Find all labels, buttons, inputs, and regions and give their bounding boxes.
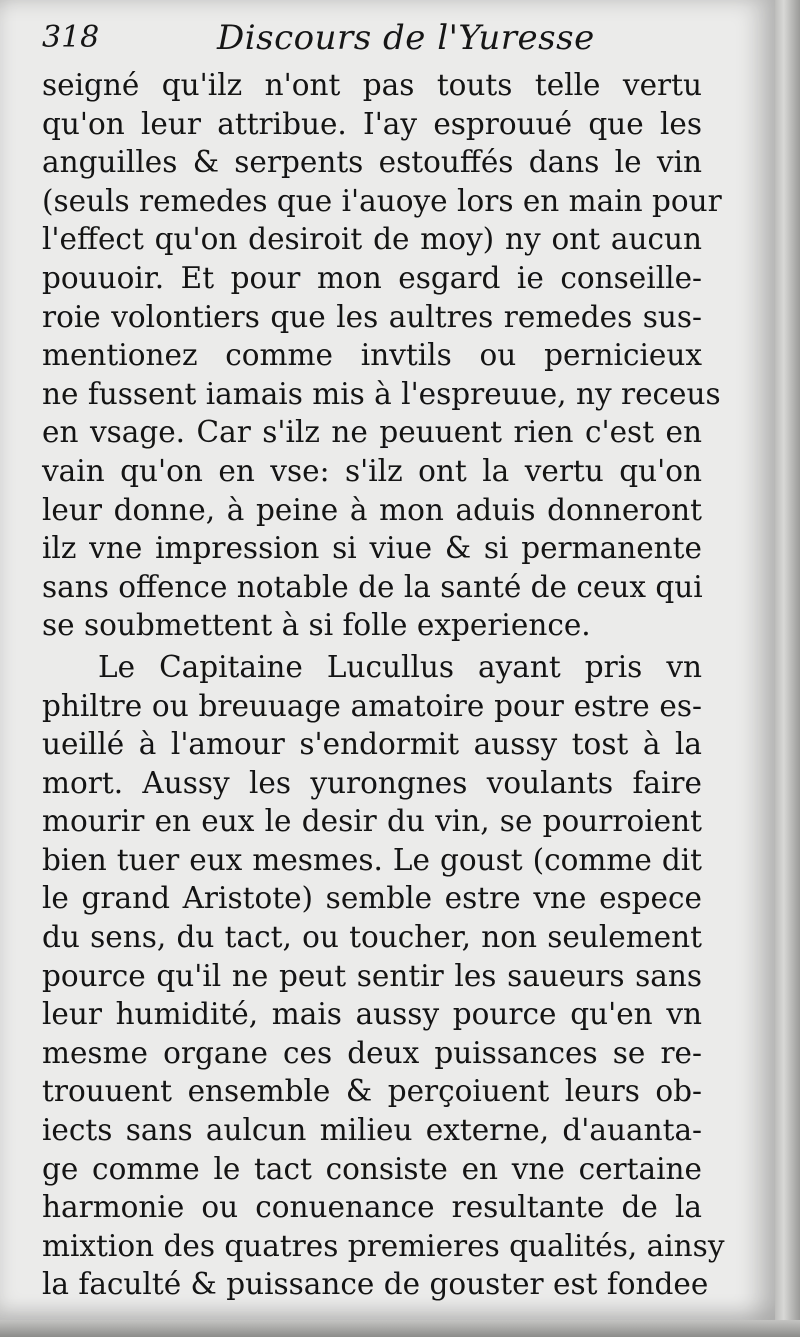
text-line: l'effect qu'on desiroit de moy) ny ont aucun — [42, 222, 702, 257]
page-edge-right — [775, 0, 800, 1337]
text-line: bien tuer eux mesmes. Le goust (comme dit — [42, 842, 702, 877]
text-line: qu'on leur attribue. I'ay esprouué que les — [42, 106, 702, 141]
page-number: 318 — [42, 20, 100, 55]
text-line: en vsage. Car s'ilz ne peuuent rien c'est en — [42, 415, 702, 450]
body-text — [42, 66, 725, 1304]
text-line: leur donne, à peine à mon aduis donneront — [42, 492, 702, 527]
text-line: mixtion des quatres premieres qualités, ainsy — [42, 1228, 725, 1263]
text-line: roie volontiers que les aultres remedes sus- — [42, 299, 702, 334]
text-line: trouuent ensemble & perçoiuent leurs ob- — [42, 1074, 702, 1109]
running-title: Discours de l'Yuresse — [217, 18, 595, 58]
text-line: du sens, du tact, ou toucher, non seulement — [42, 920, 702, 955]
page-edge-bottom — [0, 1320, 800, 1337]
text-line: ilz vne impression si viue & si permanente — [42, 531, 702, 566]
text-line: (seuls remedes que i'auoye lors en main pour — [42, 183, 722, 218]
text-line: philtre ou breuuage amatoire pour estre es- — [42, 688, 702, 723]
text-line: vain qu'on en vse: s'ilz ont la vertu qu'on — [42, 453, 702, 488]
page-header — [42, 14, 732, 62]
text-line: harmonie ou conuenance resultante de la — [42, 1190, 702, 1225]
text-line: la faculté & puissance de gouster est fondee — [42, 1267, 709, 1302]
text-line: mort. Aussy les yurongnes voulants faire — [42, 765, 702, 800]
text-line: anguilles & serpents estouffés dans le vin — [42, 145, 702, 180]
text-line: iects sans aulcun milieu externe, d'auanta- — [42, 1113, 702, 1148]
text-line: sans offence notable de la santé de ceux qui — [42, 569, 703, 604]
text-line: ne fussent iamais mis à l'espreuue, ny receus — [42, 376, 721, 411]
paragraph — [42, 66, 722, 645]
text-line: mesme organe ces deux puissances se re- — [42, 1035, 702, 1070]
text-line: ueillé à l'amour s'endormit aussy tost à la — [42, 727, 702, 762]
text-line: leur humidité, mais aussy pource qu'en vn — [42, 997, 702, 1032]
text-line: mentionez comme invtils ou pernicieux — [42, 338, 702, 373]
text-line: pouuoir. Et pour mon esgard ie conseille- — [42, 260, 702, 295]
text-line: ge comme le tact consiste en vne certaine — [42, 1151, 702, 1186]
text-line: se soubmettent à si folle experience. — [42, 608, 591, 643]
text-line: mourir en eux le desir du vin, se pourroient — [42, 804, 702, 839]
text-line: le grand Aristote) semble estre vne espece — [42, 881, 702, 916]
paragraph — [42, 648, 725, 1304]
text-line: Le Capitaine Lucullus ayant pris vn — [98, 649, 702, 684]
text-line: pource qu'il ne peut sentir les saueurs sans — [42, 958, 702, 993]
text-line: seigné qu'ilz n'ont pas touts telle vertu — [42, 68, 702, 102]
